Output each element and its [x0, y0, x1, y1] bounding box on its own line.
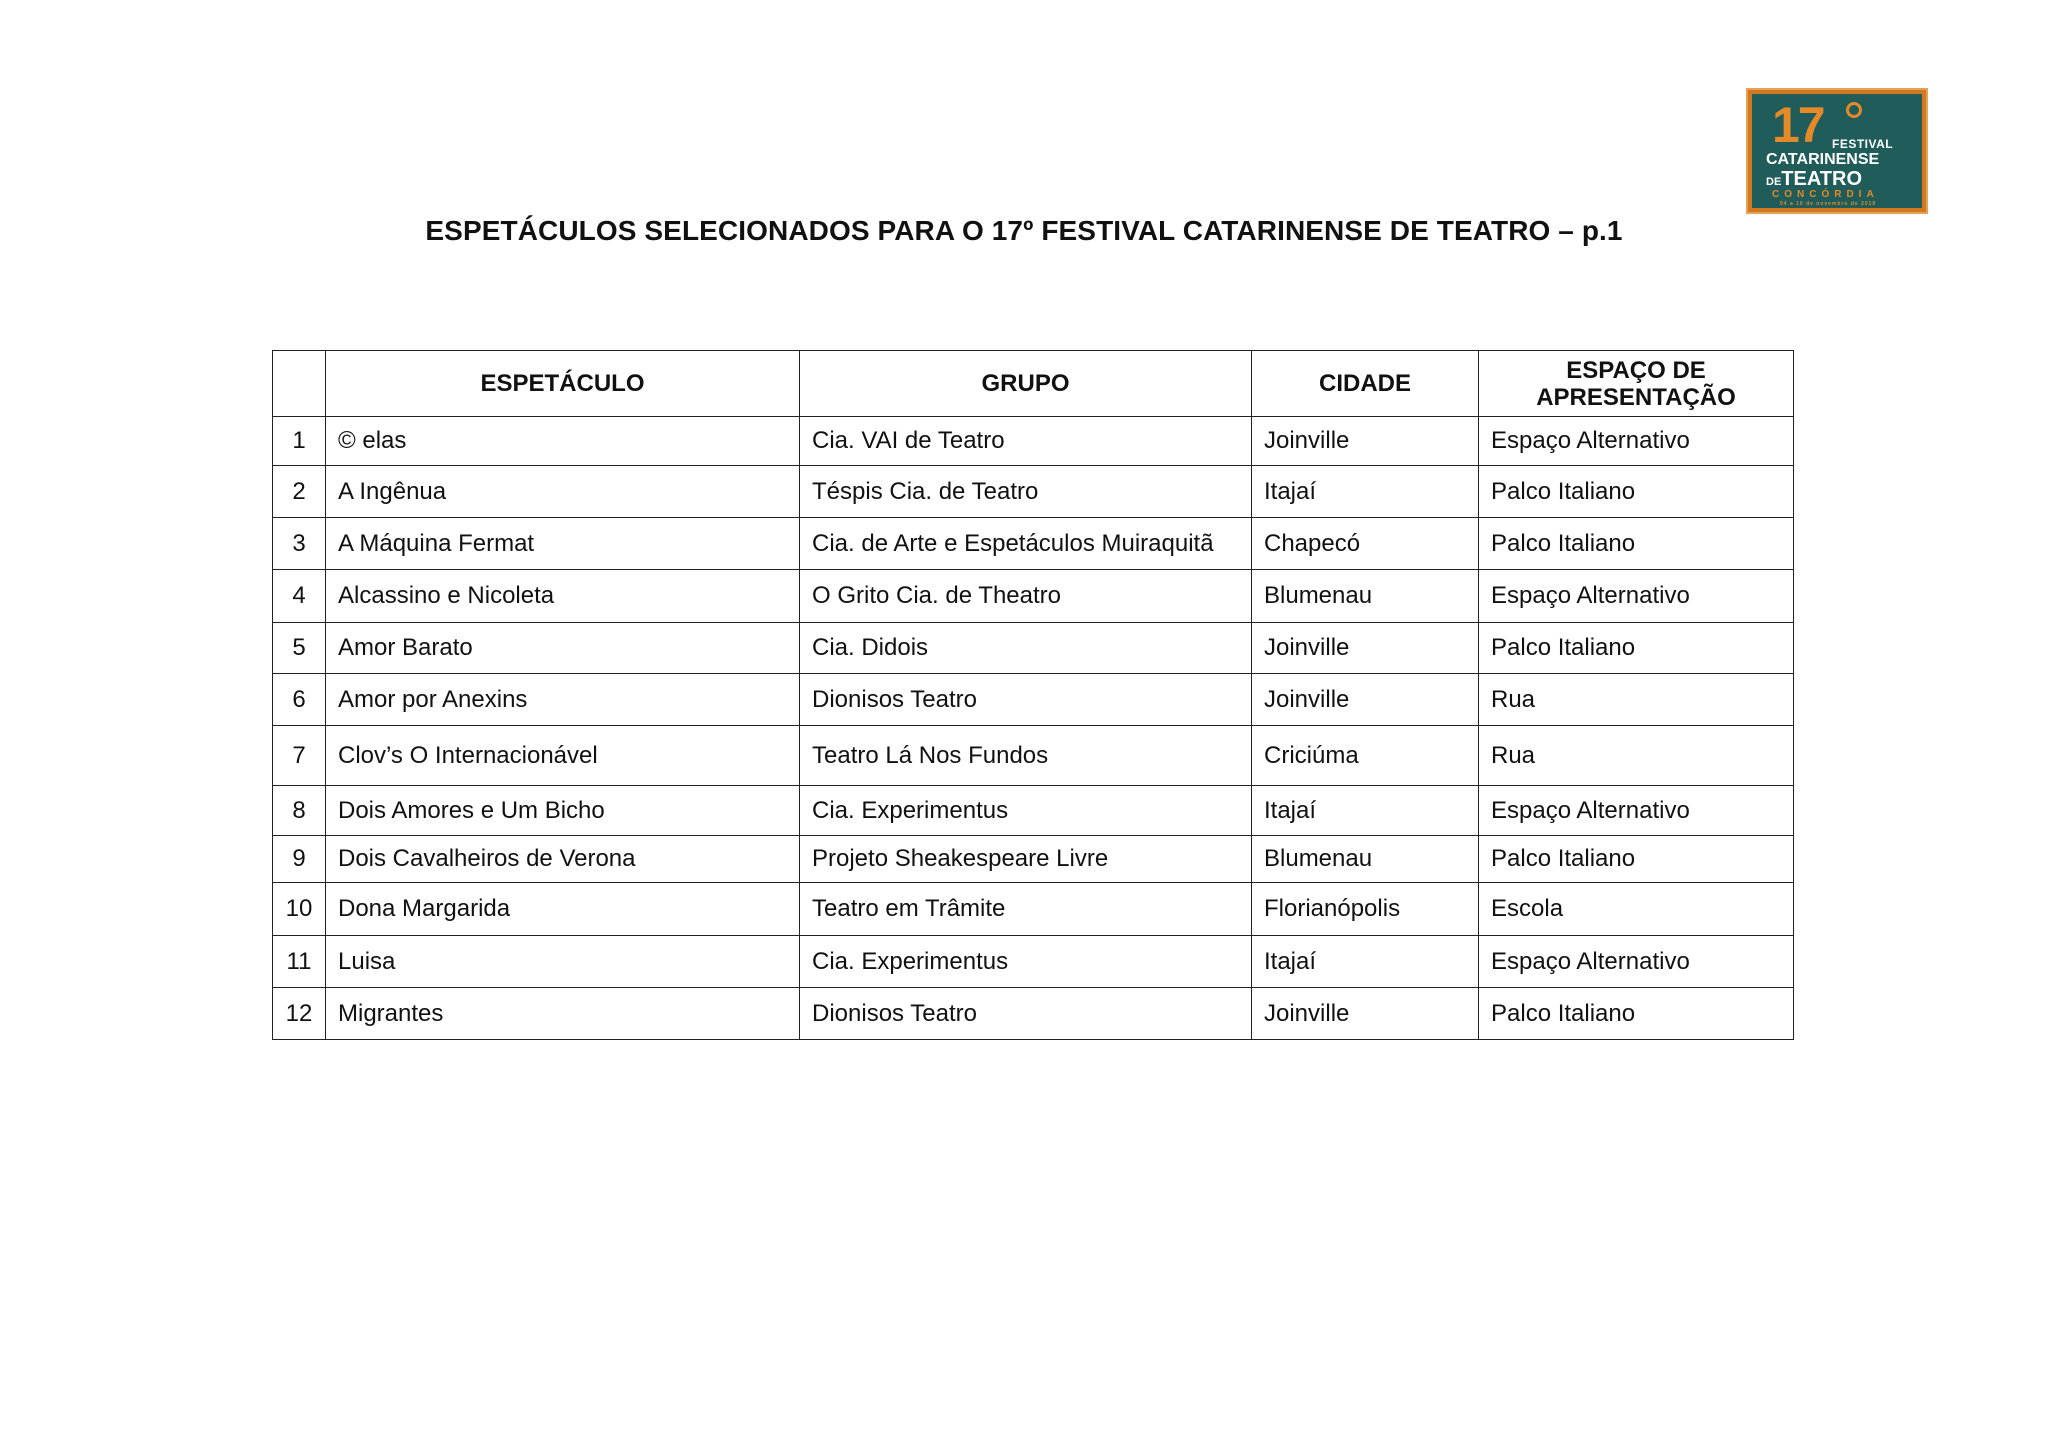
cell-grupo: Cia. Experimentus	[800, 786, 1252, 836]
cell-cidade: Blumenau	[1252, 836, 1479, 883]
cell-cidade: Itajaí	[1252, 466, 1479, 518]
table-row	[273, 726, 1794, 786]
cell-espetaculo: Alcassino e Nicoleta	[326, 570, 800, 623]
logo-line-concordia: CONCÓRDIA	[1772, 189, 1879, 200]
cell-grupo: Projeto Sheakespeare Livre	[800, 836, 1252, 883]
cell-espetaculo: A Ingênua	[326, 466, 800, 518]
cell-cidade: Itajaí	[1252, 786, 1479, 836]
header-espaco: ESPAÇO DE APRESENTAÇÃO	[1479, 351, 1794, 417]
cell-espetaculo: Dois Amores e Um Bicho	[326, 786, 800, 836]
row-number: 11	[273, 936, 326, 988]
row-number: 9	[273, 836, 326, 883]
header-grupo: GRUPO	[800, 351, 1252, 417]
row-number: 4	[273, 570, 326, 623]
table-row	[273, 674, 1794, 726]
table-row	[273, 518, 1794, 570]
cell-cidade: Criciúma	[1252, 726, 1479, 786]
row-number: 5	[273, 623, 326, 674]
cell-grupo: O Grito Cia. de Theatro	[800, 570, 1252, 623]
cell-espaco: Espaço Alternativo	[1479, 570, 1794, 623]
cell-espaco: Escola	[1479, 883, 1794, 936]
cell-espaco: Palco Italiano	[1479, 988, 1794, 1040]
row-number: 1	[273, 417, 326, 466]
cell-grupo: Teatro Lá Nos Fundos	[800, 726, 1252, 786]
table-row	[273, 936, 1794, 988]
cell-espetaculo: Clov’s O Internacionável	[326, 726, 800, 786]
logo-number: 17	[1772, 97, 1824, 153]
festival-logo	[1748, 90, 1926, 212]
row-number: 8	[273, 786, 326, 836]
header-number	[273, 351, 326, 417]
cell-espetaculo: Migrantes	[326, 988, 800, 1040]
page-title: ESPETÁCULOS SELECIONADOS PARA O 17º FESTIVAL CATARINENSE DE TEATRO – p.1	[425, 215, 1623, 246]
cell-cidade: Joinville	[1252, 674, 1479, 726]
logo-line-teatro-text: TEATRO	[1781, 168, 1863, 190]
row-number: 2	[273, 466, 326, 518]
cell-cidade: Joinville	[1252, 988, 1479, 1040]
header-espetaculo: ESPETÁCULO	[326, 351, 800, 417]
cell-espaco: Rua	[1479, 674, 1794, 726]
cell-grupo: Cia. VAI de Teatro	[800, 417, 1252, 466]
cell-grupo: Cia. de Arte e Espetáculos Muiraquitã	[800, 518, 1252, 570]
table-row	[273, 417, 1794, 466]
table-row	[273, 883, 1794, 936]
header-cidade: CIDADE	[1252, 351, 1479, 417]
cell-cidade: Itajaí	[1252, 936, 1479, 988]
cell-grupo: Dionisos Teatro	[800, 988, 1252, 1040]
cell-espaco: Espaço Alternativo	[1479, 936, 1794, 988]
cell-espaco: Espaço Alternativo	[1479, 417, 1794, 466]
cell-grupo: Dionisos Teatro	[800, 674, 1252, 726]
logo-line-teatro	[1766, 169, 1862, 189]
table-row	[273, 836, 1794, 883]
table-row	[273, 466, 1794, 518]
table-row	[273, 623, 1794, 674]
table-row	[273, 786, 1794, 836]
cell-espetaculo: A Máquina Fermat	[326, 518, 800, 570]
cell-espetaculo: Amor Barato	[326, 623, 800, 674]
table-header-row	[273, 351, 1794, 417]
cell-espetaculo: Dona Margarida	[326, 883, 800, 936]
row-number: 12	[273, 988, 326, 1040]
cell-espaco: Rua	[1479, 726, 1794, 786]
cell-cidade: Chapecó	[1252, 518, 1479, 570]
logo-line-dates: 04 a 10 de novembro de 2019	[1780, 201, 1877, 207]
cell-espetaculo: Amor por Anexins	[326, 674, 800, 726]
cell-espetaculo: Dois Cavalheiros de Verona	[326, 836, 800, 883]
row-number: 3	[273, 518, 326, 570]
cell-grupo: Teatro em Trâmite	[800, 883, 1252, 936]
cell-espaco: Palco Italiano	[1479, 518, 1794, 570]
row-number: 7	[273, 726, 326, 786]
cell-cidade: Joinville	[1252, 623, 1479, 674]
cell-espaco: Palco Italiano	[1479, 836, 1794, 883]
logo-line-de: DE	[1766, 176, 1782, 188]
cell-cidade: Blumenau	[1252, 570, 1479, 623]
cell-grupo: Cia. Didois	[800, 623, 1252, 674]
cell-espaco: Espaço Alternativo	[1479, 786, 1794, 836]
logo-degree-mark	[1846, 102, 1862, 118]
cell-grupo: Téspis Cia. de Teatro	[800, 466, 1252, 518]
logo-line-festival: FESTIVAL	[1832, 137, 1894, 151]
row-number: 10	[273, 883, 326, 936]
cell-espaco: Palco Italiano	[1479, 466, 1794, 518]
row-number: 6	[273, 674, 326, 726]
cell-cidade: Joinville	[1252, 417, 1479, 466]
selection-table	[272, 350, 1794, 1040]
logo-line-catarinense: CATARINENSE	[1766, 151, 1880, 168]
table-row	[273, 988, 1794, 1040]
cell-cidade: Florianópolis	[1252, 883, 1479, 936]
cell-grupo: Cia. Experimentus	[800, 936, 1252, 988]
cell-espetaculo: Luisa	[326, 936, 800, 988]
cell-espaco: Palco Italiano	[1479, 623, 1794, 674]
table-row	[273, 570, 1794, 623]
cell-espetaculo: © elas	[326, 417, 800, 466]
